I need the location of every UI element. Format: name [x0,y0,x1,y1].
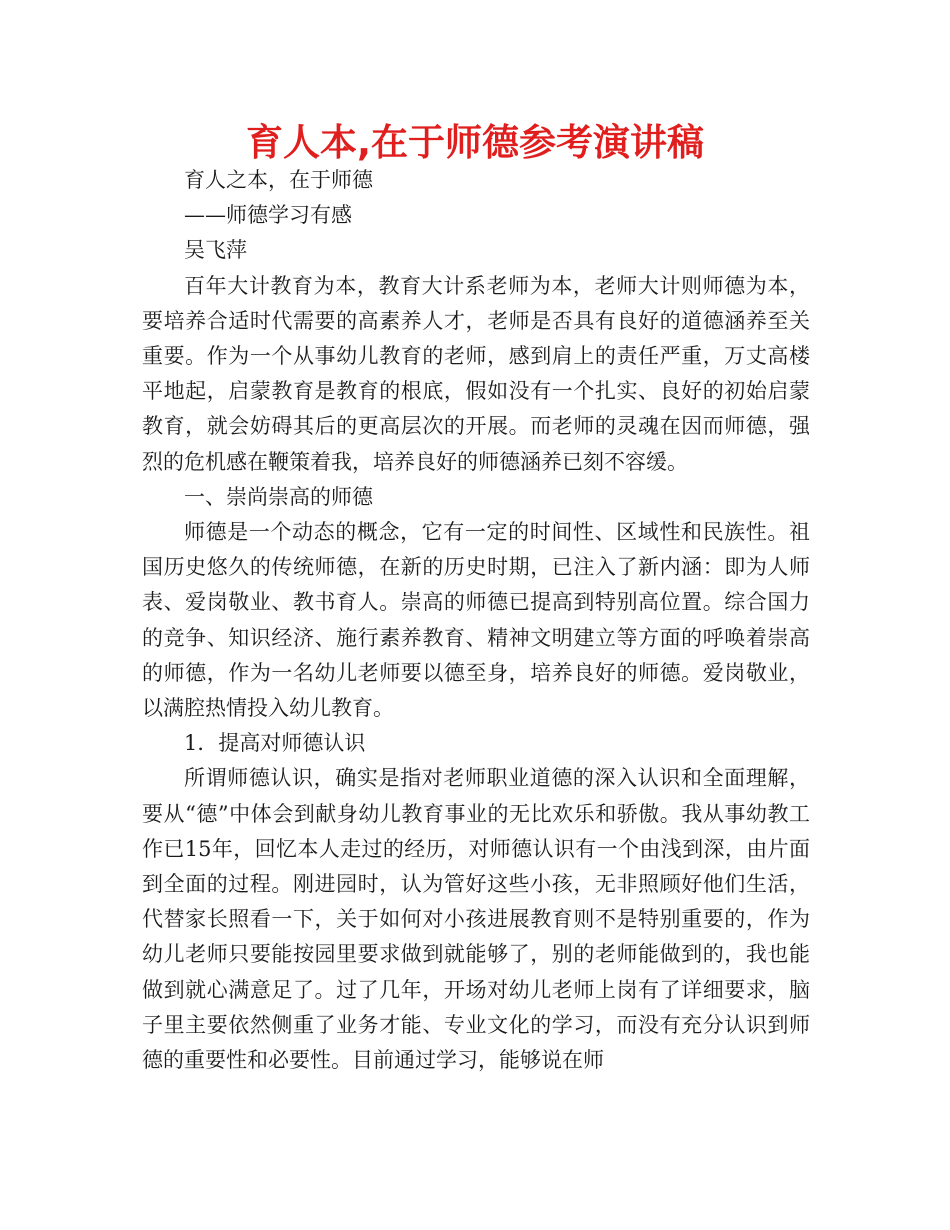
section-heading: 一、崇尚崇高的师德 [184,484,373,509]
author-line: 吴飞萍 [184,238,247,263]
paragraph: 师德是一个动态的概念，它有一定的时间性、区域性和民族性。祖国历史悠久的传统师德，在新的历史时期，已注入了新内涵：即为人师表、爱岗敬业、教书育人。崇高的师德已提高到特别高位置。综合国力的竞争、知识经济、施行素养教育、精神文明建立等方面的呼唤着崇高的师德，作为一名幼儿老师要以德至身，培养良好的师德。爱岗敬业，以满腔热情投入幼儿教育。 [142,520,810,721]
paragraph: 所谓师德认识，确实是指对老师职业道德的深入认识和全面理解，要从“德”中体会到献身幼儿教育事业的无比欢乐和骄傲。我从事幼教工作已15年，回忆本人走过的经历，对师德认识有一个由浅到深，由片面到全面的过程。刚进园时，认为管好这些小孩，无非照顾好他们生活，代替家长照看一下，关于如何对小孩进展教育则不是特别重要的，作为幼儿老师只要能按园里要求做到就能够了，别的老师能做到的，我也能做到就心满意足了。过了几年，开场对幼儿老师上岗有了详细要求，脑子里主要依然侧重了业务才能、专业文化的学习，而没有充分认识到师德的重要性和必要性。目前通过学习，能够说在师 [142,766,810,1073]
subsection-heading: 1．提高对师德认识 [184,731,366,756]
document-body [142,163,810,1078]
document-title: 育人本,在于师德参考演讲稿 [245,121,705,164]
paragraph: 百年大计教育为本，教育大计系老师为本，老师大计则师德为本，要培养合适时代需要的高素养人才，老师是否具有良好的道德涵养至关重要。作为一个从事幼儿教育的老师，感到肩上的责任严重，万丈高楼平地起，启蒙教育是教育的根底，假如没有一个扎实、良好的初始启蒙教育，就会妨碍其后的更高层次的开展。而老师的灵魂在因而师德，强烈的危机感在鞭策着我，培养良好的师德涵养已刻不容缓。 [142,273,810,474]
subtitle-line: ——师德学习有感 [184,203,352,228]
subtitle-line: 育人之本，在于师德 [184,168,373,192]
